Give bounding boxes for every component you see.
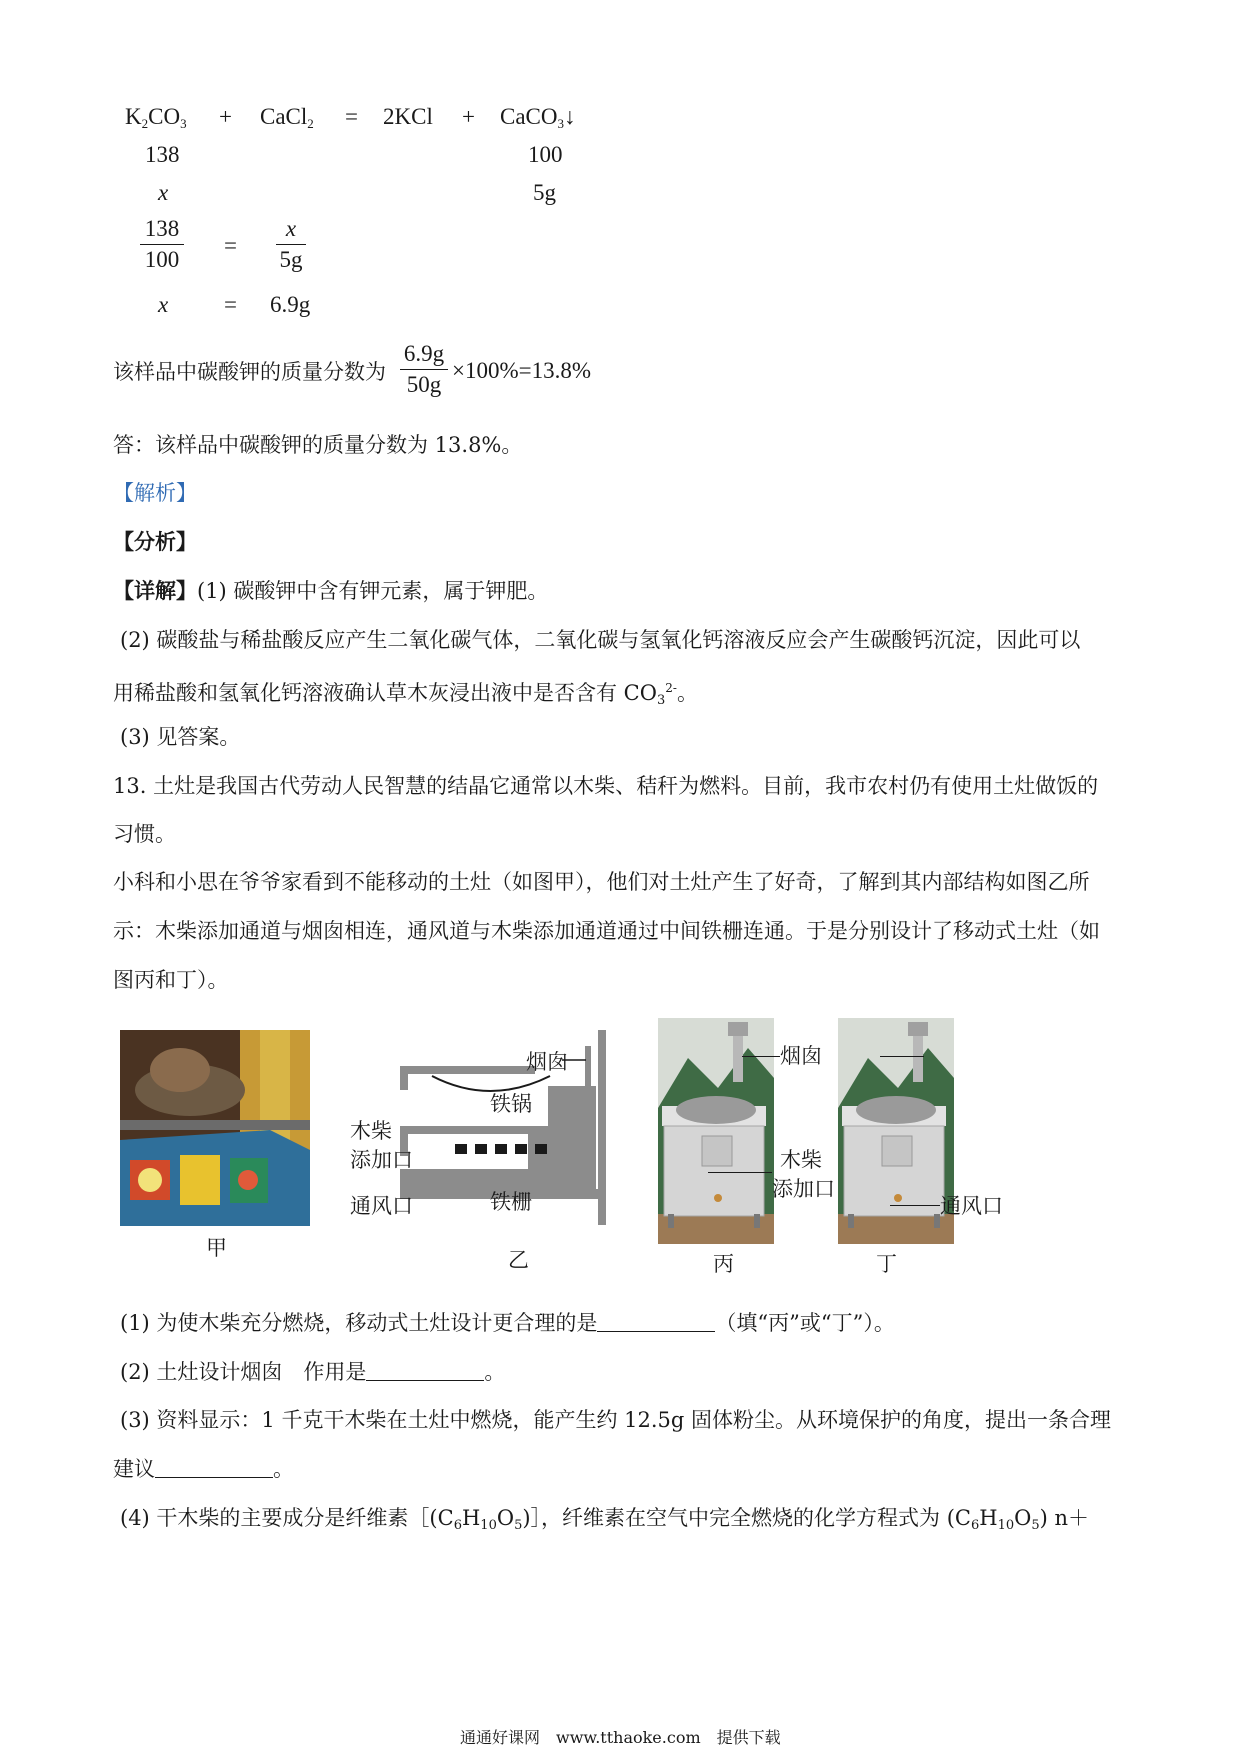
label-vent-ding: 通风口: [940, 1194, 1003, 1218]
caption-ding: 丁: [876, 1252, 897, 1276]
q13-line4: 示：木柴添加通道与烟囱相连，通风道与木柴添加通道通过中间铁栅连通。于是分别设计了移动式土灶（如: [113, 919, 1100, 943]
label-chimney-bing: 烟囱: [780, 1044, 822, 1068]
precipitate-arrow-icon: ↓: [564, 104, 576, 129]
leader-vent-ding: [890, 1205, 940, 1206]
q13-line3: 小科和小思在爷爷家看到不能移动的土灶（如图甲），他们对土灶产生了好奇，了解到其内部结构如图乙所: [113, 870, 1090, 894]
q13-sub2: (2) 土灶设计烟囱 作用是 。: [120, 1360, 506, 1384]
molar-mass-caco3: 100: [528, 142, 563, 167]
product-kcl: 2KCl: [383, 104, 433, 129]
label-wood-yi-2: 添加口: [350, 1148, 413, 1172]
label-chimney-yi: 烟囱: [526, 1050, 568, 1074]
caption-bing: 丙: [713, 1252, 734, 1276]
q13-sub1: (1) 为使木柴充分燃烧，移动式土灶设计更合理的是 （填“丙”或“丁”）。: [120, 1311, 895, 1335]
equals-sign: =: [345, 104, 358, 129]
label-vent-yi: 通风口: [350, 1194, 413, 1218]
label-wood-bing-2: 添加口: [772, 1177, 835, 1201]
product-caco3: CaCO$_3$↓: [500, 104, 576, 131]
leader-wood-bing: [708, 1172, 772, 1173]
ratio-equals: =: [224, 233, 237, 258]
fenxi-label: 【分析】: [113, 529, 197, 554]
detail-p2-line2: 用稀盐酸和氢氧化钙溶液确认草木灰浸出液中是否含有 $CO_3^{2-}$。: [113, 681, 698, 708]
jiexi-label: 【解析】: [113, 481, 197, 505]
detail-label: 【详解】: [113, 578, 197, 603]
mobile-stove-ding: [838, 1018, 954, 1244]
reactant-cacl2: CaCl$_2$: [260, 104, 314, 131]
q13-line1: 13. 土灶是我国古代劳动人民智慧的结晶它通常以木柴、秸秆为燃料。目前，我市农村仍有使用土灶做饭的: [113, 774, 1099, 798]
plus-sign-2: +: [462, 104, 475, 129]
q13-sub3-line1: (3) 资料显示：1 千克干木柴在土灶中燃烧，能产生约 12.5g 固体粉尘。从环境保护的角度，提出一条合理: [120, 1408, 1112, 1432]
detail-p2-line1: (2) 碳酸盐与稀盐酸反应产生二氧化碳气体，二氧化碳与氢氧化钙溶液反应会产生碳酸钙沉淀，因此可以: [120, 628, 1081, 652]
answer-line: 答：该样品中碳酸钾的质量分数为 13.8%。: [113, 433, 523, 457]
caption-yi: 乙: [508, 1248, 529, 1272]
result-equals: =: [224, 292, 237, 317]
q3-answer-blank[interactable]: [155, 1457, 273, 1478]
leader-chimney-ding: [880, 1056, 924, 1057]
detail-p1: 【详解】(1) 碳酸钾中含有钾元素，属于钾肥。: [113, 578, 549, 603]
label-grate-yi: 铁栅: [490, 1190, 532, 1214]
reactant-k2co3: $K_2CO_3$: [125, 104, 187, 131]
result-value: 6.9g: [270, 292, 311, 317]
caption-jia: 甲: [206, 1236, 227, 1260]
label-wood-yi-1: 木柴: [350, 1119, 392, 1143]
q13-line2: 习惯。: [113, 822, 176, 846]
page-footer: 通通好课网 www.tthaoke.com 提供下载: [460, 1728, 781, 1747]
unknown-x: x: [158, 180, 169, 205]
detail-p3: (3) 见答案。: [120, 725, 241, 749]
mass-fraction-suffix: ×100%=13.8%: [452, 358, 592, 383]
q13-sub4: (4) 干木柴的主要成分是纤维素$[(C_6H_{10}O_5)]$，纤维素在空气中完全燃烧的化学方程式为 $(C_6H_{10}O_5)$ n＋: [120, 1506, 1090, 1533]
q2-answer-blank[interactable]: [366, 1360, 484, 1381]
q1-answer-blank[interactable]: [597, 1311, 715, 1332]
mass-fraction-prefix: 该样品中碳酸钾的质量分数为: [113, 360, 386, 384]
mobile-stove-bing: [658, 1018, 774, 1244]
ratio-fraction-left: 138 100: [140, 216, 184, 273]
molar-mass-k2co3: 138: [145, 142, 180, 167]
leader-chimney-bing: [742, 1056, 780, 1057]
plus-sign-1: +: [219, 104, 232, 129]
q13-line5: 图丙和丁）。: [113, 968, 229, 992]
mass-fraction-fraction: 6.9g 50g: [400, 341, 448, 398]
stove-photo-jia: [120, 1030, 310, 1226]
ratio-fraction-right: x 5g: [276, 216, 306, 273]
known-mass: 5g: [533, 180, 556, 205]
label-wood-bing-1: 木柴: [780, 1148, 822, 1172]
label-pot-yi: 铁锅: [490, 1092, 532, 1116]
equation-line: [125, 104, 187, 132]
result-var: x: [158, 292, 169, 317]
q13-sub3-line2: 建议 。: [113, 1457, 294, 1481]
